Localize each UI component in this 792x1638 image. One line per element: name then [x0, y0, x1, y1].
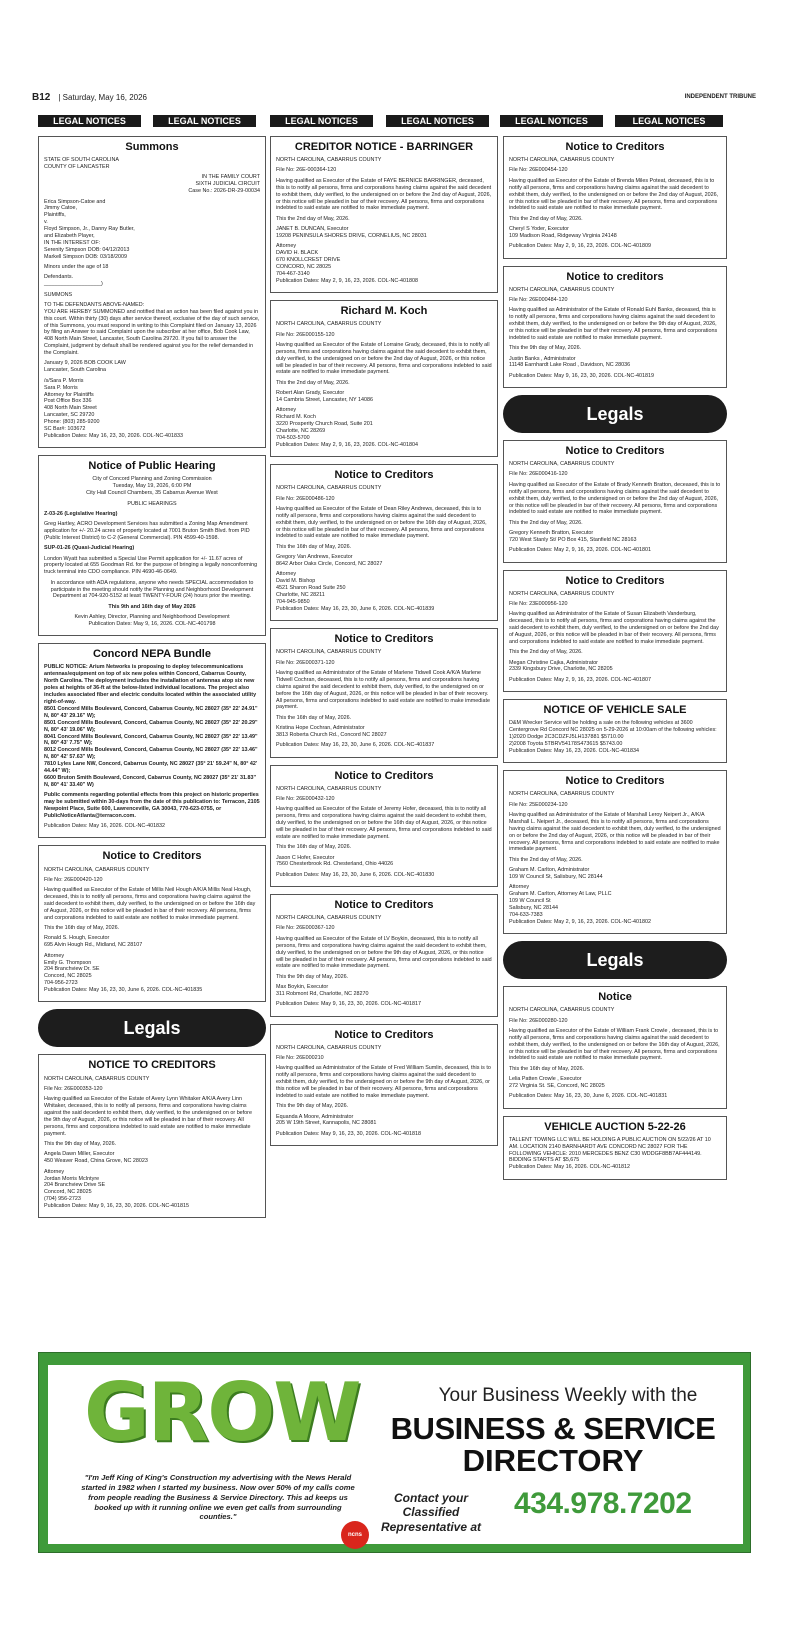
notice-paragraph: PUBLIC NOTICE: Arium Networks is proposing to deploy telecommunications antennas/equipment on top of six new poles within Concord, Cabarrus County, North Carolina. The deployment includes the installation of antennas atop six new poles at heights of 36-ft at the below-listed individual locations. The project also includes associated fiber and electric conduits located within the associated utility right-of-way. 8501 Concord Mills Boulevard, Concord, Cabarrus County, NC 28027 (35° 22' 24.91" N, 80° 43' 29.16" W); 8501 Concord Mills Boulevard, Concord, Cabarrus County, NC 28027 (35° 22' 20.29" N, 80° 43' 19.06" W); 8041 Concord Mills Boulevard, Concord, Cabarrus County, NC 28027 (35° 22' 13.49" N, 80° 43' 7.75" W); 8012 Concord Mills Boulevard, Concord, Cabarrus County, NC 28027 (35° 22' 13.46" N, 80° 42' 57.63" W); 7810 Lyles Lane NW, Concord, Cabarrus County, NC 28027 (35° 21' 59.24" N, 80° 42' 44.44" W); 6600 Bruton Smith Boulevard, Concord, Cabarrus County, NC 28027 (35° 21' 31.83" N, 80° 41' 33.40" W) [44, 664, 258, 788]
notice-paragraph: NORTH CAROLINA, CABARRUS COUNTY [44, 1075, 150, 1082]
section-bar: LEGAL NOTICES [270, 115, 373, 127]
notice-paragraph: Publication Dates: May 2, 9, 16, 23, 2026. COL-NC-401809 [509, 243, 652, 250]
notice-title: Notice to Creditors [334, 899, 434, 911]
legal-notice [270, 765, 498, 888]
notice-paragraph: Kristina Hope Cochran, Administrator 3813 Roberta Church Rd., Concord NC 28027 [276, 725, 387, 738]
legal-notice [503, 699, 727, 763]
notice-paragraph: File No: 26E000416-120 [509, 471, 568, 478]
notice-paragraph: Z-03-26 (Legislative Hearing) [44, 510, 118, 517]
ad-headline-2: DIRECTORY [462, 1443, 644, 1478]
ad-panel [48, 1365, 743, 1544]
notice-paragraph: NORTH CAROLINA, CABARRUS COUNTY [276, 649, 382, 656]
notice-paragraph: This the 9th day of May, 2026. [276, 1103, 349, 1110]
notice-title: Notice to Creditors [565, 775, 665, 788]
notice-paragraph: This the 16th day of May, 2026. [44, 925, 120, 932]
notice-paragraph: File No: 26E000454-120 [509, 167, 568, 174]
notice-paragraph: Lelia Patten Crowle , Executor 272 Virginia St. SE, Concord, NC 28025 [509, 1076, 605, 1089]
grow-logo: GROW [84, 1366, 360, 1459]
notice-paragraph: Having qualified as Executor of the Estate of William Frank Crowle , deceased, this is to notify all persons, firms and corporations having claims against the said decedent to exhibit them, duly verified, to the undersigned on or before the 16th day of August, 2026, or this notice will be pleaded in bar of their recovery. All persons, firms and corporations indebted to said estate are notified to make immediate payment. [509, 1027, 720, 1062]
ad-tagline: Your Business Weekly with the [438, 1385, 698, 1406]
legal-notice [503, 266, 727, 389]
notice-paragraph: Gregory Van Andrews, Executor 8642 Arbor Oaks Circle, Concord, NC 28027 [276, 554, 383, 567]
legal-notice [503, 570, 727, 693]
notice-paragraph: File No: 26E000371-120 [276, 659, 335, 666]
notice-paragraph: Having qualified as Administrator of the Estate of Susan Elizabeth Vanderburg, deceased, this is to notify all persons, firms and corporations having claims against the said decedent to exhibit them, duly verified, to the undersigned on or before the 2nd day of August, 2026, or this notice will be pleaded in bar of their recovery. All persons, firms and corporations indebted to said estate are notified to make immediate payment. [509, 611, 719, 645]
notice-paragraph: Angela Dawn Miller, Executor 450 Weaver Road, China Grove, NC 28023 [44, 1151, 148, 1165]
legal-notice [270, 1024, 498, 1147]
legal-notice [270, 136, 498, 293]
notice-paragraph: This the 16th day of May, 2026. [509, 1065, 585, 1072]
notice-paragraph: This the 9th day of May, 2026. [44, 1141, 117, 1148]
notice-title: Notice to Creditors [102, 850, 202, 863]
notice-paragraph: Having qualified as Administrator of the Estate of Marlene Tidwell Cook A/K/A Marlene Tidwell Cochran, deceased, this is to notify all persons, firms and corporations having claims against the said decedent to exhibit them, duly verified, to the undersigned on or before the 16th day of August, 2026, or this notice will be pleaded in bar of their recovery. All persons, firms and corporations indebted to said estate are notified to make immediate payment. [276, 669, 490, 711]
notice-paragraph: Max Boykin, Executor 311 Robmont Rd, Charlotte, NC 28270 [276, 984, 369, 997]
notice-title: Notice to Creditors [565, 141, 665, 153]
notice-paragraph: File No: 25E000234-120 [509, 801, 568, 808]
notice-paragraph: Publication Dates: May 16, 23, 30, June 6, 2026. COL-NC-401831 [509, 1093, 668, 1100]
notice-paragraph: This the 2nd day of May, 2026. [509, 649, 583, 656]
notice-title: Notice to Creditors [565, 445, 665, 457]
notice-paragraph: NORTH CAROLINA, CABARRUS COUNTY [276, 1044, 382, 1051]
notice-paragraph: Publication Dates: May 16, 2026. COL-NC-401832 [44, 823, 166, 830]
notice-paragraph: Graham M. Carlton, Administrator 109 W Council St, Salisbury, NC 28144 [509, 867, 603, 880]
section-bar: LEGAL NOTICES [500, 115, 603, 127]
legal-notice [503, 770, 727, 934]
notice-title: Notice of Public Hearing [88, 460, 216, 473]
legals-banner: Legals [503, 941, 727, 979]
legal-notice [270, 464, 498, 621]
notice-paragraph: Publication Dates: May 2, 9, 16, 23, 2026. COL-NC-401807 [509, 676, 652, 683]
notice-paragraph: Having qualified as Executor of the Estate of Dean Riley Andrews, deceased, this is to notify all persons, firms and corporations having claims against the said decedent to exhibit them, duly verified, to the undersigned on or before the 16th day of August, 2026, or this notice will be pleaded in bar of their recovery. All persons, firms and corporations indebted to said estate are notified to make immediate payment. [276, 505, 487, 540]
page-header [32, 90, 756, 104]
notice-paragraph: File No: 26E000484-120 [509, 296, 568, 303]
contact-text: Contact your Classified Representative at [380, 1491, 482, 1534]
notice-paragraph: Having qualified as Executor of the Estate of Avery Lynn Whitaker A/K/A Avery Linn Whitaker, deceased, this is to notify all persons, firms and corporations having claims against the said decedent to exhibit them, duly verified, to the undersigned on or before the 9th day of August, 2026, or this notice will be pleaded in bar of their recovery. All persons, firms and corporations indebted to said estate are notified to make immediate payment. [44, 1096, 252, 1137]
notice-paragraph: Attorney DAVID H. BLACK 670 KNOLLCREST DRIVE CONCORD, NC 28025 704-467-3140 Publication Dates: May 2, 9, 16, 23, 2026. COL-NC-401808 [276, 243, 419, 284]
issue-date: | Saturday, May 16, 2026 [58, 92, 148, 102]
notice-paragraph: This the 2nd day of May, 2026. [509, 856, 583, 863]
notice-paragraph: Minors under the age of 18 [44, 264, 109, 271]
notice-paragraph: TALLENT TOWING LLC WILL BE HOLDING A PUBLIC AUCTION ON 5/22/26 AT 10 AM. LOCATION 2140 BARNHARDT AVE CONCORD NC 28027 FOR THE FOLLOWING VEHICLE: 2010 MERCEDES BENZ C30 WDDGF8BB7AF444149. BIDDING STARTS AT $5,675 Publication Dates: May 16, 2026. COL-NC-401812 [509, 1136, 711, 1171]
notice-paragraph: Public comments regarding potential effects from this project on historic properties may be submitted within 30-days from the date of this publication to: Terracon, 2105 Newpoint Place, Suite 600, Lawrenceville, GA 30043, 770-623-0755, or PublicNoticeAtlanta@terracon.com. [44, 792, 260, 819]
notice-paragraph: NORTH CAROLINA, CABARRUS COUNTY [276, 485, 382, 492]
notice-title: Richard M. Koch [340, 305, 428, 318]
notice-paragraph: NORTH CAROLINA, CABARRUS COUNTY [276, 321, 382, 328]
notice-paragraph: Megan Christine Cajka, Administrator 2339 Kingsbury Drive, Charlotte, NC 28205 [509, 659, 613, 673]
notice-paragraph: File No: 26E000367-120 [276, 925, 335, 932]
notice-title: NOTICE OF VEHICLE SALE [543, 704, 687, 716]
notice-paragraph: Having qualified as Executor of the Estate of Millis Neil Hough A/K/A Millis Neal Hough, deceased, this is to notify all persons, firms and corporations having claims against the said decedent to exhibit them, duly verified, to the undersigned on or before the 16th day of August, 2026, or this notice will be pleaded in bar of their recovery. All persons, firms and corporations indebted to said estate are notified to make immediate payment. [44, 887, 256, 921]
notice-paragraph: Publication Dates: May 9, 16, 23, 30, 2026. COL-NC-401819 [509, 372, 655, 379]
notice-paragraph: NORTH CAROLINA, CABARRUS COUNTY [276, 915, 382, 922]
notice-paragraph: SUP-01-26 (Quasi-Judicial Hearing) [44, 545, 135, 552]
notice-paragraph: January 9, 2026 BOB COOK LAW Lancaster, South Carolina [44, 360, 126, 374]
notice-paragraph: Having qualified as Administrator of the Estate of Fred William Sumlin, deceased, this is to notify all persons, firms and corporations having claims against the said decedent to exhibit them, duly verified, to the undersigned on or before the 9th day of August, 2026, or this notice will be pleaded in bar of their recovery. All persons, firms and corporations indebted to said estate are notified to make immediate payment. [276, 1065, 491, 1099]
notice-paragraph: Having qualified as Executor of the Estate of LV Boykin, deceased, this is to notify all persons, firms and corporations having claims against the said decedent to exhibit them, duly verified, to the undersigned on or before the 9th day of August, 2026, or this notice will be pleaded in bar of their recovery. All persons, firms and corporations indebted to said estate are notified to make immediate payment. [276, 935, 492, 970]
notice-title: VEHICLE AUCTION 5-22-26 [544, 1120, 686, 1133]
notice-paragraph: Publication Dates: May 9, 16, 23, 30, 2026. COL-NC-401818 [276, 1130, 422, 1137]
column-3 [503, 136, 727, 1187]
notice-paragraph: File No: 26E000210 [276, 1054, 324, 1061]
section-bar: LEGAL NOTICES [615, 115, 723, 127]
ad-headline-1: BUSINESS & SERVICE [390, 1411, 716, 1446]
notice-title: Notice to Creditors [334, 469, 434, 482]
notice-paragraph: Ronald S. Hough, Executor 695 Alvin Hough Rd., Midland, NC 28107 [44, 935, 143, 949]
notice-title: Notice to Creditors [334, 1028, 434, 1041]
notice-paragraph: Greg Hartley, ACRO Development Services has submitted a Zoning Map Amendment application for +/- 20.24 acres of property located at 7001 Bruton Smith Blvd. from PID (Public Interest District) to C-2 (General Commercial). PIN 4599-40-1598. [44, 521, 250, 541]
publication-name: INDEPENDENT TRIBUNE [684, 94, 756, 100]
notice-paragraph: JANET B. DUNCAN, Executor 19208 PENINSULA SHORES DRIVE, CORNELIUS, NC 28031 [276, 226, 427, 239]
notice-paragraph: This the 9th day of May, 2026. [509, 345, 582, 352]
notice-paragraph: This 9th and 16th day of May 2026 [108, 603, 196, 610]
page-number: B12 [32, 91, 51, 103]
notice-paragraph: Having qualified as Administrator of the Estate of Marshall Leroy Neipert Jr., A/K/A Marshall L. Neipert Jr., deceased, this is to notify all persons, firms and corporations having claims against the said decedent to exhibit them, duly verified, to the undersigned on or before the 2nd day of August, 2026, or this notice will be pleaded in bar of their recovery. All persons, firms and corporations indebted to said estate are notified to make immediate payment. [509, 811, 721, 853]
notice-paragraph: Having qualified as Executor of the Estate of Brenda Miles Poteat, deceased, this is to notify all persons, firms and corporations having claims against the said decedent to exhibit them, duly verified, to the undersigned on or before the 2nd day of August, 2026, or this notice will be pleaded in bar of their recovery. All persons, firms and corporations indebted to said estate are notified to make immediate payment. [509, 177, 719, 212]
legal-notice [38, 1054, 266, 1218]
legals-banner: Legals [38, 1009, 266, 1047]
section-bar: LEGAL NOTICES [153, 115, 256, 127]
notice-paragraph: Publication Dates: May 16, 23, 30, June 6, 2026. COL-NC-401837 [276, 742, 435, 749]
section-bars [38, 115, 746, 127]
notice-paragraph: File No: 26E000420-120 [44, 876, 103, 883]
legal-notice [38, 455, 266, 636]
testimonial-quote: "I'm Jeff King of King's Construction my advertising with the News Herald started in 1982 when I started my business. Now over 50% of my calls come from people reading the Business & Service Directory. This ad keeps us booked up with it running online we even get calls from surrounding counties." [81, 1473, 355, 1522]
notice-paragraph: Defendants. ___________________) [44, 274, 103, 288]
notice-paragraph: Having qualified as Administrator of the Estate of Ronald Euhl Banks, deceased, this is to notify all persons, firms and corporations having claims against the said decedent to exhibit them, duly verified, to the undersigned on or before the 9th day of August, 2026, or this notice will be pleaded in bar of their recovery. All persons, firms and corporations indebted to said estate are notified to make immediate payment. [509, 307, 718, 341]
notice-paragraph: File No: 26E000353-120 [44, 1085, 103, 1092]
legal-notice [503, 1116, 727, 1180]
notice-paragraph: File No: 26E-000364-120 [276, 167, 337, 174]
notice-title: CREDITOR NOTICE - BARRINGER [294, 141, 474, 153]
notice-paragraph: Attorney David M. Bishop 4521 Sharon Road Suite 250 Charlotte, NC 28211 704-945-9850 Publication Dates: May 16, 23, 30, June 6, 2026. COL-NC-401839 [276, 571, 435, 612]
notice-paragraph: File No: 26E000486-120 [276, 495, 335, 502]
notice-title: Concord NEPA Bundle [93, 648, 211, 661]
notice-paragraph: Having qualified as Executor of the Estate of Jeremy Hofer, deceased, this is to notify all persons, firms and corporations having claims against the said decedent to exhibit them, duly verified, to the undersigned on or before the 16th day of August, 2026, or this notice will be pleaded in bar of their recovery. All persons, firms and corporations indebted to said estate are notified to make immediate payment. [276, 806, 492, 840]
legal-notice [38, 643, 266, 838]
notice-paragraph: Publication Dates: May 2, 9, 16, 23, 2026. COL-NC-401801 [509, 547, 652, 554]
notice-paragraph: This the 2nd day of May, 2026. [509, 519, 583, 526]
notice-paragraph: NORTH CAROLINA, CABARRUS COUNTY [509, 461, 615, 468]
phone-number[interactable]: 434.978.7202 [514, 1487, 692, 1520]
notice-paragraph: Cheryl S Yoder, Executor 109 Madison Road, Ridgeway Virginia 24148 [509, 226, 617, 239]
notice-paragraph: Having qualified as Executor of the Estate of Lorraine Grady, deceased, this is to notify all persons, firms and corporations having claims against the said decedent to exhibit them, duly verified, to the undersigned on or before the 2nd day of August, 2026, or this notice will be pleaded in bar of their recovery. All persons, firms and corporations indebted to said estate are notified to make immediate payment. [276, 341, 492, 376]
notice-paragraph: This the 2nd day of May, 2026. [509, 215, 583, 222]
notice-paragraph: City of Concord Planning and Zoning Commission Tuesday, May 19, 2026, 6:00 PM City Hall Council Chambers, 35 Cabarrus Avenue West [86, 476, 218, 497]
notice-paragraph: File No: 26E000280-120 [509, 1017, 568, 1024]
section-bar: LEGAL NOTICES [38, 115, 141, 127]
notice-title: NOTICE TO CREDITORS [88, 1059, 216, 1072]
legal-notice [270, 300, 498, 457]
column-1 [38, 136, 266, 1225]
notice-paragraph: TO THE DEFENDANTS ABOVE-NAMED: YOU ARE HEREBY SUMMONED and notified that an action has been filed against you in this court. Within thirty (30) days after service thereof, exclusive of the day of such service, of this Summons, you must respond in writing to this Complaint filed on January 13, 2026 by filing an Answer to said Complaint upon the subscriber at her office, Bob Cook Law, 408 North Main Street, Lancaster, South Carolina 29720. If you fail to answer the Complaint, judgment by default shall be rendered against you for the relief demanded in the Complaint. [44, 301, 260, 357]
notice-paragraph: IN THE FAMILY COURT SIXTH JUDICIAL CIRCUIT Case No.: 2026-DR-29-00034 [188, 174, 260, 195]
notice-paragraph: D&M Wrecker Service will be holding a sale on the following vehicles at 3600 Centergrove Rd Concord NC 28025 on 5-29-2026 at 10:00am of the following vehicles: 1)2020 Dodge 2C3CDZFJ5LH137881 $5710.00 2)2008 Toyota 5TBRV54178S473615 $5743.00 Publication Dates: May 16, 23, 2026. COL-NC-401834 [509, 720, 717, 754]
notice-paragraph: NORTH CAROLINA, CABARRUS COUNTY [509, 286, 615, 293]
notice-paragraph: NORTH CAROLINA, CABARRUS COUNTY [44, 866, 150, 873]
notice-paragraph: File No: 23E000956-120 [509, 600, 568, 607]
legal-notice [503, 136, 727, 259]
notice-title: Notice to Creditors [565, 574, 665, 587]
notice-paragraph: Equanda A Moore, Administrator 205 W 19th Street, Kannapolis, NC 28081 [276, 1113, 377, 1127]
notice-paragraph: NORTH CAROLINA, CABARRUS COUNTY [509, 791, 615, 798]
notice-title: Notice to Creditors [334, 633, 434, 646]
notice-paragraph: NORTH CAROLINA, CABARRUS COUNTY [276, 785, 382, 792]
notice-paragraph: NORTH CAROLINA, CABARRUS COUNTY [276, 157, 382, 164]
legal-notice [270, 894, 498, 1017]
notice-paragraph: NORTH CAROLINA, CABARRUS COUNTY [509, 1007, 615, 1014]
notice-paragraph: NORTH CAROLINA, CABARRUS COUNTY [509, 157, 615, 164]
notice-paragraph: Robert Alan Grady, Executor 14 Cambria Street, Lancaster, NY 14086 [276, 390, 373, 403]
notice-paragraph: This the 9th day of May, 2026. [276, 973, 349, 980]
notice-title: Summons [125, 141, 179, 153]
notice-paragraph: This the 16th day of May, 2026. [276, 844, 352, 851]
notice-paragraph: Attorney Jordan Morris McIntyre 204 Branchview Drive SE Concord, NC 28025 (704) 956-2723 Publication Dates: May 9, 16, 23, 30, 2026. COL-NC-401815 [44, 1168, 190, 1210]
notice-paragraph: Having qualified as Executor of the Estate of Brady Kenneth Bratton, deceased, this is to notify all persons, firms and corporations having claims against the said decedent to exhibit them, duly verified, to the undersigned on or before the 2nd day of August, 2026, or this notice will be pleaded in bar of their recovery. All persons, firms and corporations indebted to said estate are notified to make immediate payment. [509, 481, 721, 516]
notice-paragraph: London Wyatt has submitted a Special Use Permit application for +/- 11.67 acres of property located at 655 Goodman Rd. for the purpose of bringing a legally nonconforming truck terminal into CDO compliance. PIN 4690-46-0649. [44, 555, 258, 576]
notice-paragraph: /s/Sara P. Morris Sara P. Morris Attorney for Plaintiffs Post Office Box 336 408 North Main Street Lancaster, SC 29720 Phone: (803) 285-9200 SC Bar#: 103672 Publication Dates: May 16, 23, 30, 2026. COL-NC-401833 [44, 377, 184, 439]
legal-notice [503, 986, 727, 1109]
notice-paragraph: Having qualified as Executor of the Estate of FAYE BERNICE BARRINGER, deceased, this is to notify all persons, firms and corporations having claims against the said decedent to exhibit them, duly verified, to the undersigned on or before the 2nd day of August, 2026, or this notice will be pleaded in bar of their recovery. All persons, firms and corporations indebted to said estate are notified to make immediate payment. [276, 177, 492, 212]
notice-paragraph: SUMMONS [44, 291, 73, 298]
legal-notice [503, 440, 727, 563]
directory-advertisement [38, 1352, 751, 1553]
notice-paragraph: Attorney Emily G. Thompson 204 Branchview Dr. SE Concord, NC 28025 704-956-2723 Publication Dates: May 16, 23, 30, June 6, 2026. COL-NC-401835 [44, 952, 203, 994]
notice-paragraph: Publication Dates: May 9, 16, 23, 30, 2026. COL-NC-401817 [276, 1001, 422, 1008]
notice-paragraph: Gregory Kenneth Bratton, Executor 720 West Stanly St/ PO Box 415, Stanfield NC 28163 [509, 530, 637, 543]
notice-paragraph: Erica Simpson-Catoe and Jimmy Catoe, Plaintiffs, v. Floyd Simpson, Jr., Danny Ray Butler, and Elizabeth Player, IN THE INTEREST OF: Serenity Simpson DOB: 04/12/2013 Markell Simpson DOB: 03/18/2009 [44, 198, 135, 260]
notice-title: Notice to creditors [566, 270, 664, 283]
notice-paragraph: This the 2nd day of May, 2026. [276, 215, 350, 222]
notice-paragraph: PUBLIC HEARINGS [127, 500, 177, 507]
legal-notice [270, 628, 498, 757]
column-2 [270, 136, 498, 1153]
notice-paragraph: STATE OF SOUTH CAROLINA COUNTY OF LANCASTER [44, 157, 119, 171]
notice-paragraph: This the 16th day of May, 2026. [276, 543, 352, 550]
notice-paragraph: This the 16th day of May, 2026. [276, 714, 352, 721]
notice-paragraph: Attorney Richard M. Koch 3220 Prosperity Church Road, Suite 201 Charlotte, NC 28269 704-503-5700 Publication Dates: May 2, 9, 16, 23, 2026. COL-NC-401804 [276, 407, 419, 448]
notice-title: Notice [598, 991, 632, 1004]
legal-notice [38, 845, 266, 1002]
notice-paragraph: NORTH CAROLINA, CABARRUS COUNTY [509, 590, 615, 597]
notice-paragraph: This the 2nd day of May, 2026. [276, 379, 350, 386]
notice-title: Notice to Creditors [334, 769, 434, 782]
notice-paragraph: File No: 26E000432-120 [276, 795, 335, 802]
notice-paragraph: Kevin Ashley, Director, Planning and Neighborhood Development Publication Dates: May 9, 16, 2026. COL-NC-401798 [74, 614, 230, 627]
legals-banner: Legals [503, 395, 727, 433]
notice-paragraph: Publication Dates: May 16, 23, 30, June 6, 2026. COL-NC-401830 [276, 871, 435, 878]
notice-paragraph: Jason C Hofer, Executor 7560 Chesterbrook Rd. Chesterland, Ohio 44026 [276, 854, 394, 868]
ncns-logo: ncns [341, 1521, 369, 1549]
notice-paragraph: Attorney Graham M. Carlton, Attorney At Law, PLLC 109 W Council St Salisbury, NC 28144 704-633-7383 Publication Dates: May 2, 9, 16, 23, 2026. COL-NC-401802 [509, 884, 652, 925]
notice-paragraph: In accordance with ADA regulations, anyone who needs SPECIAL accommodation to participate in the meeting should notify the Planning and Neighborhood Development Department at 704-920-5152 at least TWENTY-FOUR (24) hours prior the meeting. [50, 579, 254, 600]
notice-paragraph: Justin Banks , Administrator 11148 Earnhardt Lake Road , Davidson, NC 28036 [509, 355, 631, 369]
legal-notice [38, 136, 266, 448]
notice-paragraph: File No: 26E000155-120 [276, 331, 335, 338]
section-bar: LEGAL NOTICES [386, 115, 489, 127]
